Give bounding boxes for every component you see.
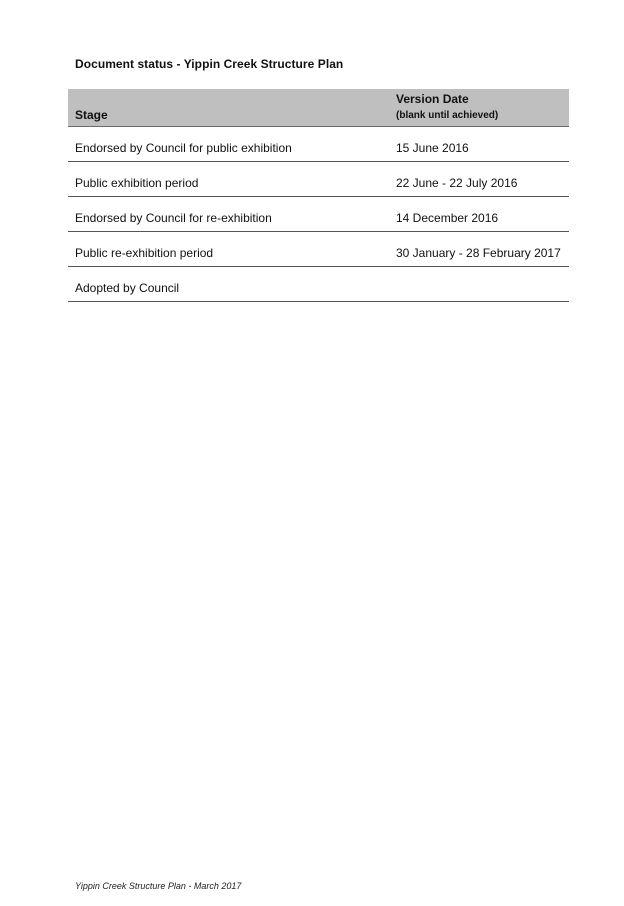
date-cell: 15 June 2016 — [396, 141, 469, 155]
document-status-table — [68, 89, 569, 302]
document-title: Document status - Yippin Creek Structure Plan — [75, 57, 344, 71]
table-row — [68, 197, 569, 232]
stage-cell: Public exhibition period — [75, 176, 199, 190]
date-cell: 14 December 2016 — [396, 211, 499, 225]
stage-cell: Adopted by Council — [75, 281, 180, 295]
table-row — [68, 232, 569, 267]
date-cell: 22 June - 22 July 2016 — [396, 176, 518, 190]
column-header-version-date: Version Date — [396, 92, 469, 106]
date-cell: 30 January - 28 February 2017 — [396, 246, 561, 260]
stage-cell: Endorsed by Council for public exhibition — [75, 141, 292, 155]
table-header — [68, 89, 569, 127]
table-row — [68, 127, 569, 162]
column-header-stage: Stage — [75, 108, 108, 122]
table-row — [68, 267, 569, 302]
column-header-version-note: (blank until achieved) — [396, 110, 499, 121]
table-row — [68, 162, 569, 197]
page-footer: Yippin Creek Structure Plan - March 2017 — [75, 881, 242, 891]
stage-cell: Public re-exhibition period — [75, 246, 214, 260]
stage-cell: Endorsed by Council for re-exhibition — [75, 211, 272, 225]
